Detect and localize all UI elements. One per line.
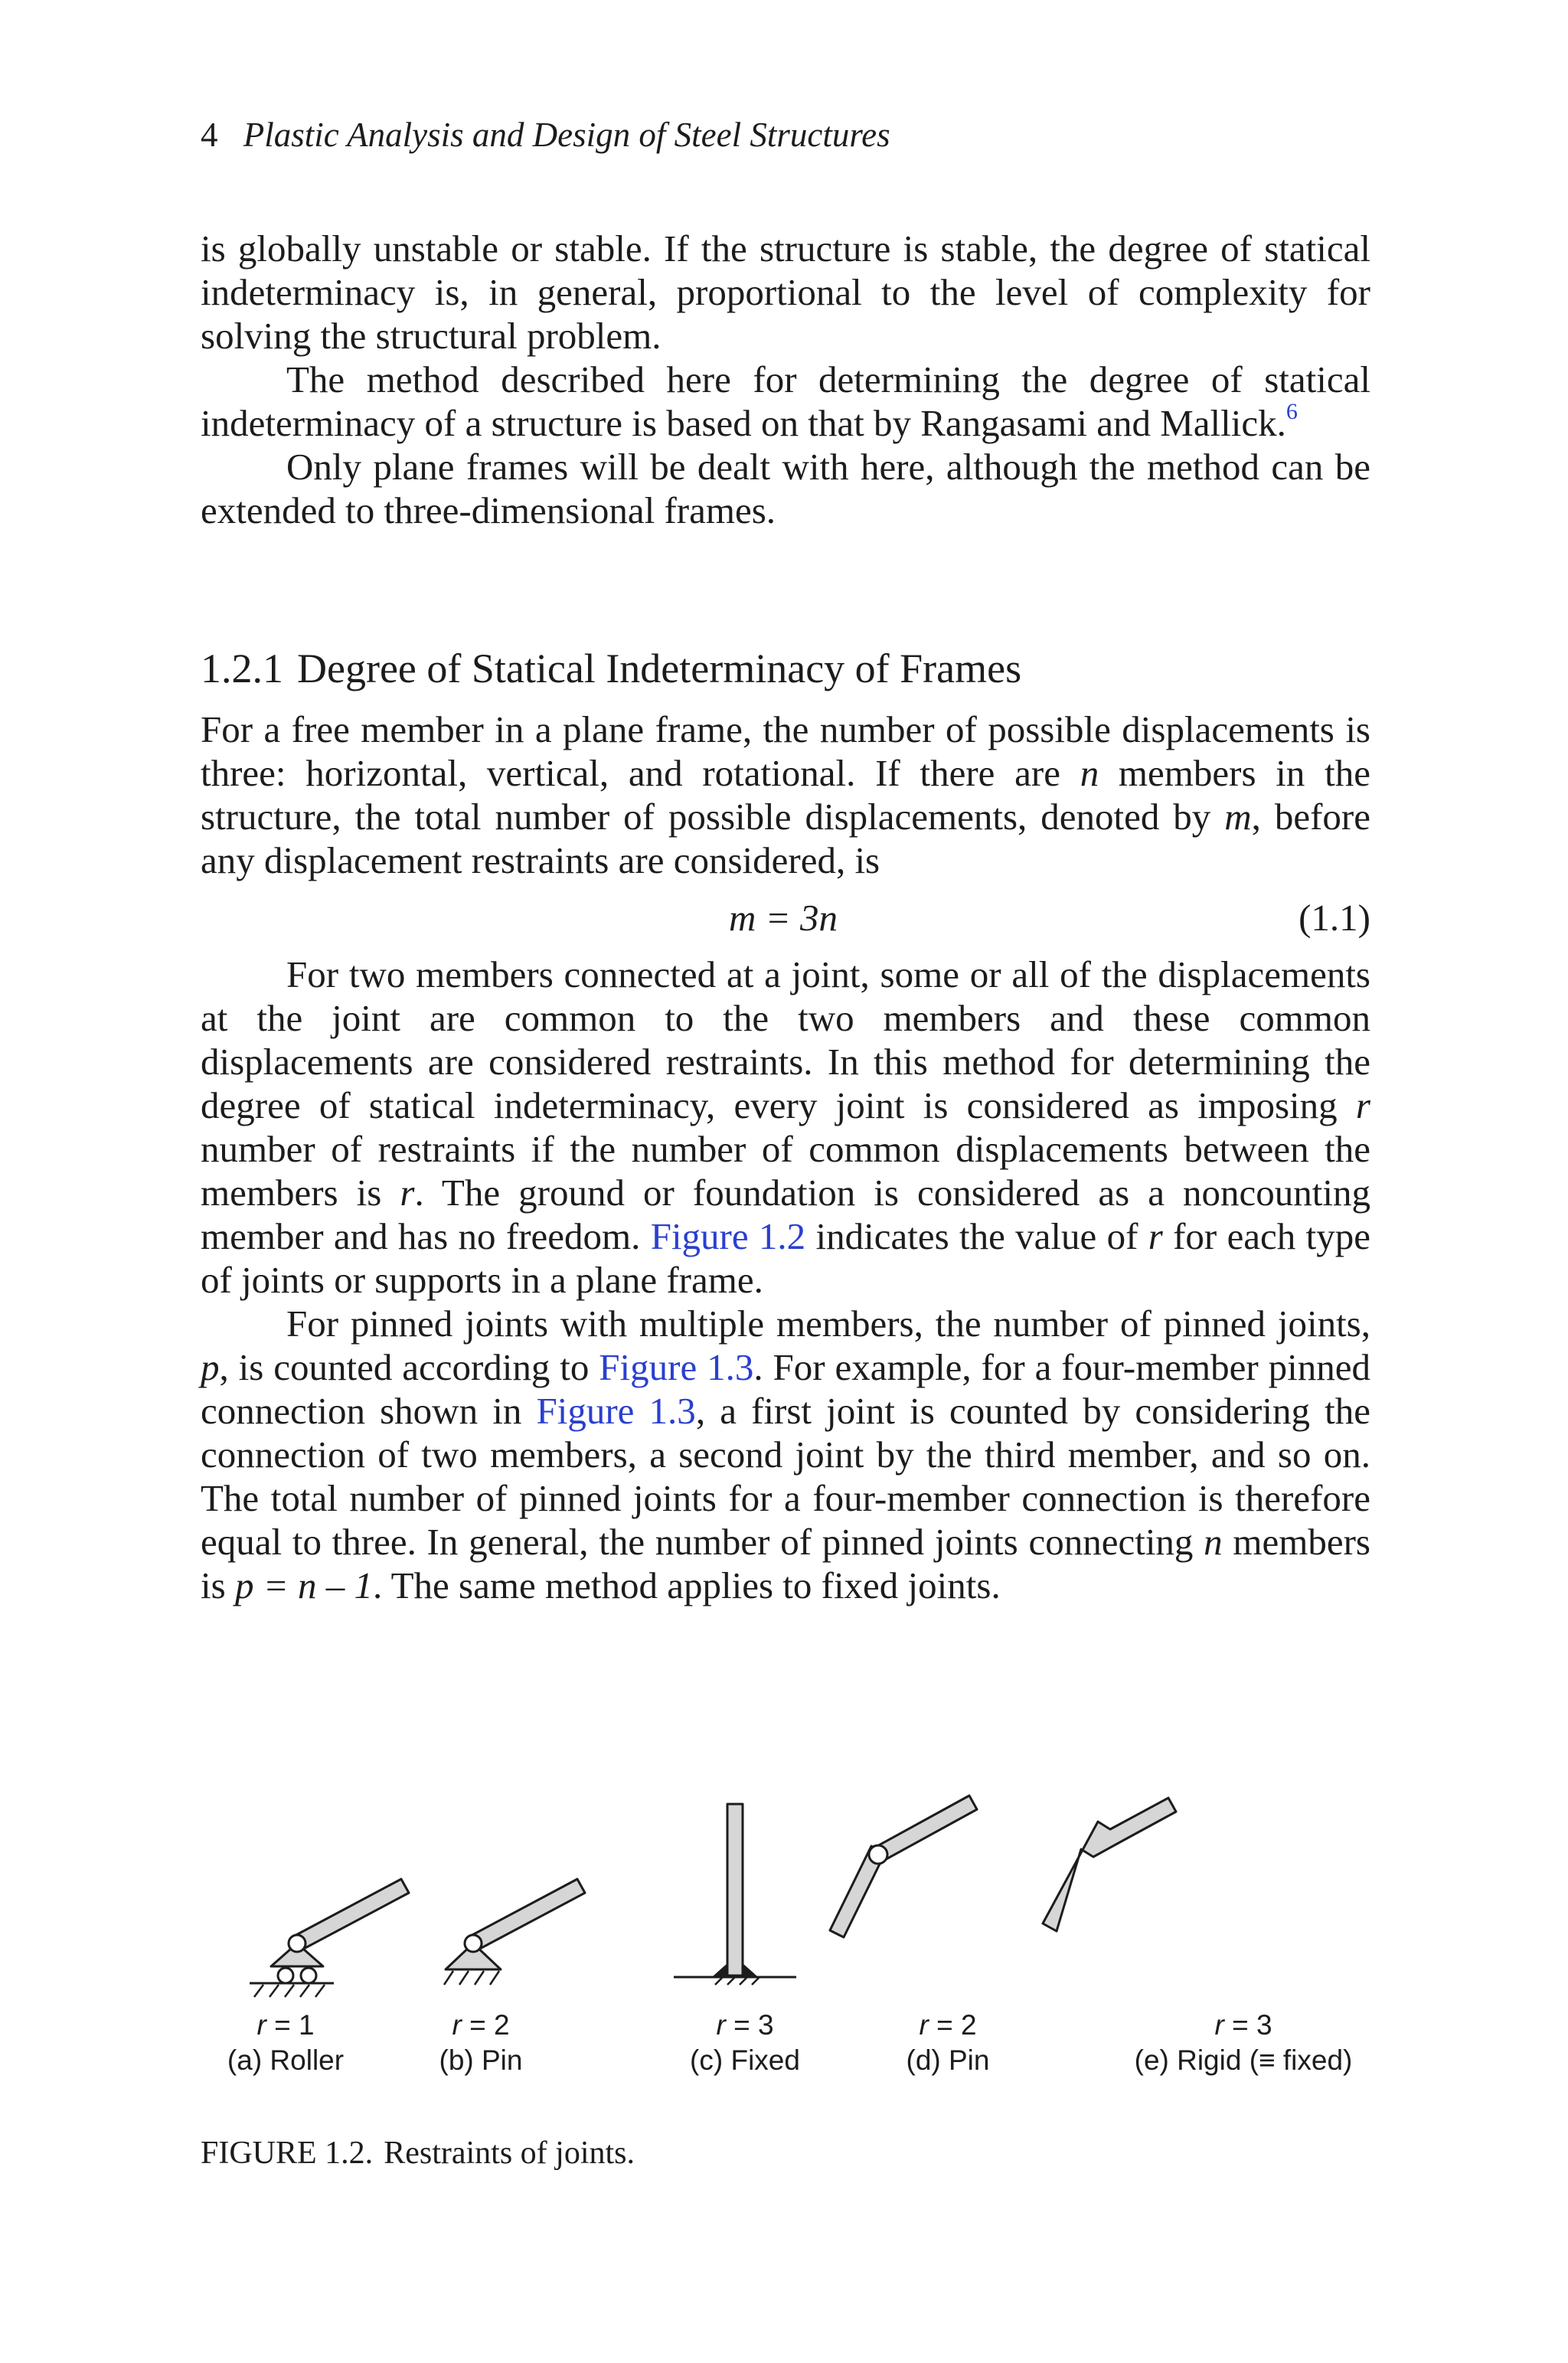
roller-hinge: [289, 1935, 305, 1952]
text-run: For pinned joints with multiple members, the number of pinned joints,: [286, 1302, 1370, 1345]
section-number: 1.2.1: [201, 645, 283, 691]
math-var: n: [1080, 752, 1099, 794]
fixed-support-diagram: [674, 1804, 796, 1985]
panel-c-label: (c) Fixed: [690, 2044, 800, 2076]
section-paragraph-1: [201, 708, 1370, 882]
pin-member: [469, 1879, 585, 1950]
pin-support-diagram: [444, 1879, 585, 1985]
pin-ground-hatch: [444, 1971, 499, 1985]
pin-joint-hinge: [869, 1845, 887, 1864]
r-symbol: r: [256, 2009, 266, 2041]
math-var: r: [1148, 1215, 1163, 1257]
section-paragraph-2: [201, 953, 1370, 1302]
roller-wheel-left: [278, 1968, 293, 1983]
pin-hinge: [465, 1935, 482, 1952]
r-symbol: r: [919, 2009, 929, 2041]
r-value: = 3: [733, 2009, 774, 2041]
text-run: For two members connected at a joint, some or all of the displacements at the joint are common to the two members and these common displacements are considered restraints. In this method for determining the degree of statical indeterminacy, every joint is considered as imposing: [201, 953, 1370, 1126]
text-run: , before any displacement restraints are considered, is: [201, 796, 1370, 881]
rigid-joint-diagram: [1043, 1798, 1176, 1931]
text-run: number of restraints if the number of common displacements between the members is: [201, 1128, 1370, 1214]
r-value: = 1: [274, 2009, 315, 2041]
math-var: p: [201, 1346, 220, 1388]
fixed-fillet-left: [714, 1965, 727, 1977]
section-title: Degree of Statical Indeterminacy of Frames: [297, 645, 1022, 691]
panel-d-label: (d) Pin: [906, 2044, 990, 2076]
text-run: members in the structure, the total number of possible displacements, denoted by: [201, 752, 1370, 838]
r-symbol: r: [1214, 2009, 1224, 2041]
panel-e-label: (e) Rigid (≡ fixed): [1134, 2044, 1353, 2076]
math-var: r: [400, 1172, 415, 1214]
text-run: members is: [201, 1521, 1370, 1606]
panel-e-restraint: [1214, 2009, 1272, 2041]
text-run: for each type of joints or supports in a plane frame.: [201, 1215, 1370, 1301]
pin-joint-diagram: [830, 1796, 977, 1937]
roller-ground-hatch: [254, 1985, 325, 1997]
section-body: [201, 708, 1370, 1607]
r-value: = 2: [936, 2009, 977, 2041]
text-run: . The same method applies to fixed joints.: [373, 1564, 1001, 1606]
fixed-fillet-right: [743, 1965, 756, 1977]
book-title: Plastic Analysis and Design of Steel Structures: [243, 116, 890, 154]
running-head: [201, 115, 890, 155]
math-formula: p = n – 1: [234, 1564, 374, 1606]
panel-b-label: (b) Pin: [439, 2044, 523, 2076]
figure-1-3-link[interactable]: Figure 1.3: [599, 1346, 754, 1388]
r-value: = 3: [1232, 2009, 1272, 2041]
rigid-joint-members: [1043, 1798, 1176, 1931]
r-value: = 2: [469, 2009, 510, 2041]
figure-1-3-link-2[interactable]: Figure 1.3: [536, 1390, 696, 1432]
figure-1-2-link[interactable]: Figure 1.2: [650, 1215, 806, 1257]
intro-paragraph-1: is globally unstable or stable. If the structure is stable, the degree of statical indeterminacy is, in general, proportional to the level of complexity for solving the structural problem.: [201, 227, 1370, 357]
text-run: For a free member in a plane frame, the number of possible displacements is three: horizontal, vertical, and rotational. If there are: [201, 708, 1370, 794]
panel-a-label: (a) Roller: [227, 2044, 345, 2076]
panel-b-restraint: [452, 2009, 509, 2041]
caption-text: Restraints of joints.: [384, 2136, 635, 2171]
panel-d-restraint: [919, 2009, 976, 2041]
figure-drawing: [201, 1761, 1370, 2037]
reference-6-link[interactable]: 6: [1285, 399, 1298, 424]
equation-number: (1.1): [1298, 897, 1370, 939]
page-number: 4: [201, 116, 218, 154]
section-heading: [201, 645, 1021, 692]
fixed-column: [727, 1804, 743, 1976]
roller-member: [293, 1879, 409, 1950]
text-run: , a first joint is counted by considering the connection of two members, a second joint by the third member, and so on. The total number of pinned joints for a four-member connection is therefore equal to three. In general, the number of pinned joints connecting: [201, 1390, 1370, 1563]
text-run: , is counted according to: [219, 1346, 599, 1388]
intro-paragraph-3: Only plane frames will be dealt with here, although the method can be extended to three-dimensional frames.: [201, 446, 1370, 531]
text-run: . The ground or foundation is considered as a noncounting member and has no freedom.: [201, 1172, 1370, 1257]
panel-c-restraint: [716, 2009, 773, 2041]
r-symbol: r: [452, 2009, 462, 2041]
math-var: r: [1355, 1084, 1370, 1126]
figure-caption: [201, 2135, 635, 2172]
pin-joint-upper-member: [874, 1796, 977, 1861]
intro-paragraph-2: [201, 358, 1370, 445]
intro-paragraph-2-text: The method described here for determining the degree of statical indeterminacy of a structure is based on that by Rangasami and Mallick.: [201, 358, 1370, 444]
section-paragraph-3: [201, 1302, 1370, 1607]
equation-expression: m = 3n: [729, 897, 838, 939]
text-run: . For example, for a four-member pinned connection shown in: [201, 1346, 1370, 1432]
intro-text: [201, 227, 1370, 532]
roller-support-diagram: [250, 1879, 409, 1997]
roller-wheel-right: [301, 1968, 316, 1983]
math-var: m: [1224, 796, 1252, 838]
panel-a-restraint: [256, 2009, 314, 2041]
figure-1-2: [201, 1761, 1370, 2129]
caption-number: FIGURE 1.2.: [201, 2136, 374, 2171]
text-run: indicates the value of: [805, 1215, 1148, 1257]
math-var: n: [1204, 1521, 1223, 1563]
equation-1-1: [201, 887, 1370, 953]
r-symbol: r: [716, 2009, 726, 2041]
